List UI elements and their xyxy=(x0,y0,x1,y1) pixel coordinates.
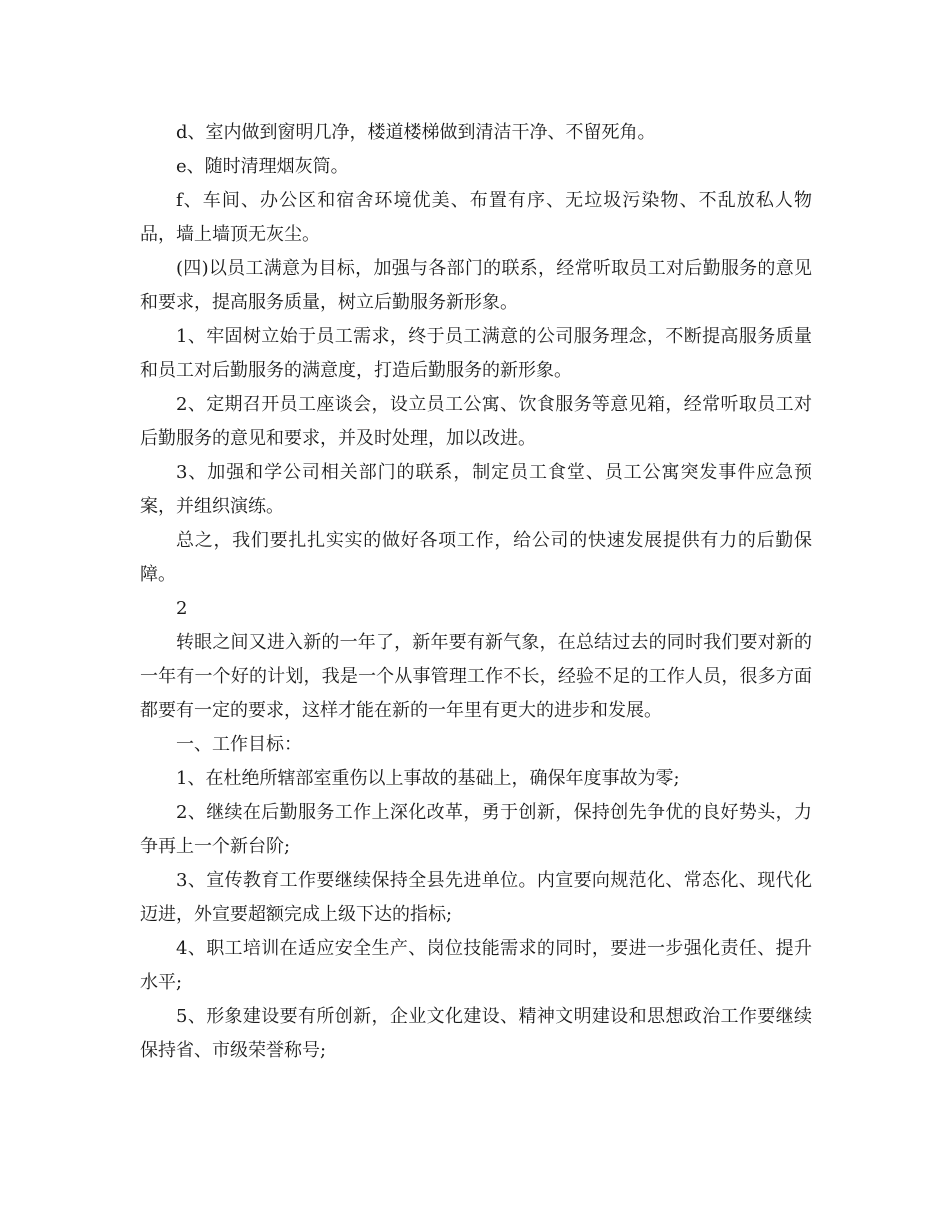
goal-item-1: 1、在杜绝所辖部室重伤以上事故的基础上，确保年度事故为零; xyxy=(176,768,680,789)
paragraph-f: f、车间、办公区和宿舍环境优美、布置有序、无垃圾污染物、不乱放私人物品，墙上墙顶无灰尘。 xyxy=(140,190,812,245)
paragraph-item-1: 1、牢固树立始于员工需求，终于员工满意的公司服务理念，不断提高服务质量和员工对后勤服务的满意度，打造后勤服务的新形象。 xyxy=(140,326,812,381)
section-heading-4: (四)以员工满意为目标，加强与各部门的联系，经常听取员工对后勤服务的意见和要求，提高服务质量，树立后勤服务新形象。 xyxy=(140,258,812,313)
paragraph-intro: 转眼之间又进入新的一年了，新年要有新气象，在总结过去的同时我们要对新的一年有一个好的计划，我是一个从事管理工作不长，经验不足的工作人员，很多方面都要有一定的要求，这样才能在新的一年里有更大的进步和发展。 xyxy=(140,632,812,721)
heading-work-goals: 一、工作目标： xyxy=(176,734,302,755)
paragraph-d: d、室内做到窗明几净，楼道楼梯做到清洁干净、不留死角。 xyxy=(176,122,656,143)
goal-item-2: 2、继续在后勤服务工作上深化改革，勇于创新，保持创先争优的良好势头，力争再上一个新台阶; xyxy=(140,802,812,857)
paragraph-item-2: 2、定期召开员工座谈会，设立员工公寓、饮食服务等意见箱，经常听取员工对后勤服务的意见和要求，并及时处理，加以改进。 xyxy=(140,394,812,449)
section-number: 2 xyxy=(176,598,188,619)
goal-item-3: 3、宣传教育工作要继续保持全县先进单位。内宣要向规范化、常态化、现代化迈进，外宣要超额完成上级下达的指标; xyxy=(140,870,812,925)
paragraph-conclusion: 总之，我们要扎扎实实的做好各项工作，给公司的快速发展提供有力的后勤保障。 xyxy=(140,530,812,585)
document-body xyxy=(140,116,812,1068)
goal-item-5: 5、形象建设要有所创新，企业文化建设、精神文明建设和思想政治工作要继续保持省、市级荣誉称号; xyxy=(140,1006,812,1061)
paragraph-e: e、随时清理烟灰筒。 xyxy=(176,156,349,177)
paragraph-item-3: 3、加强和学公司相关部门的联系，制定员工食堂、员工公寓突发事件应急预案，并组织演练。 xyxy=(140,462,812,517)
goal-item-4: 4、职工培训在适应安全生产、岗位技能需求的同时，要进一步强化责任、提升水平; xyxy=(140,938,812,993)
